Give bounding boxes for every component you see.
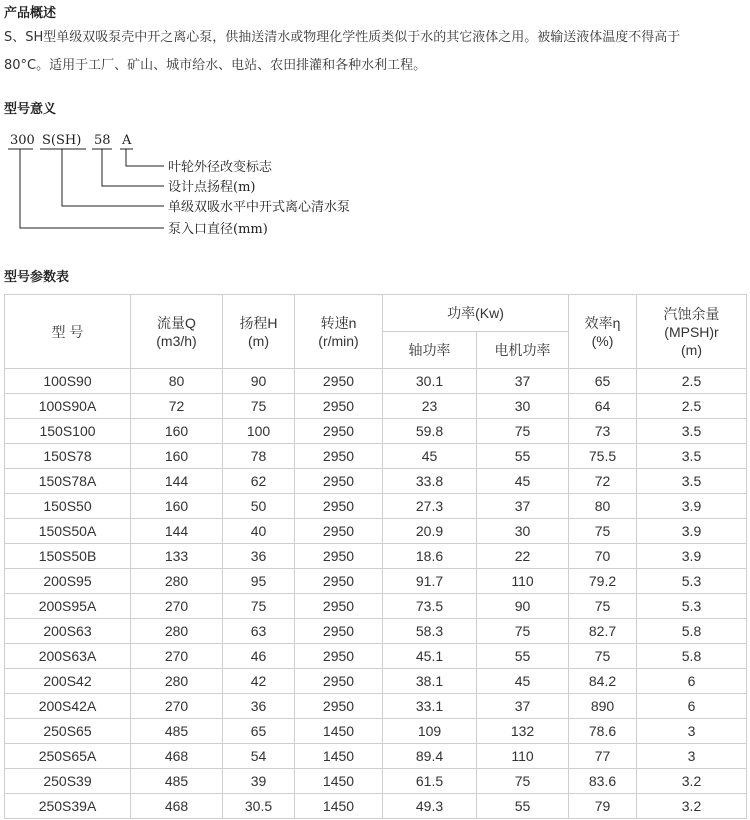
desc-diameter: 泵入口直径(mm): [168, 222, 268, 237]
header-speed: [295, 295, 383, 369]
cell-npsh: 2.5: [637, 394, 747, 419]
cell-flow: 468: [131, 794, 223, 819]
table-row: [5, 469, 747, 494]
cell-speed: 2950: [295, 644, 383, 669]
cell-efficiency: 75: [569, 644, 637, 669]
cell-model: 100S90: [5, 369, 131, 394]
cell-model: 200S42: [5, 669, 131, 694]
cell-flow: 270: [131, 594, 223, 619]
cell-efficiency: 83.6: [569, 769, 637, 794]
cell-speed: 2950: [295, 519, 383, 544]
cell-efficiency: 73: [569, 419, 637, 444]
header-head-label: 扬程H: [239, 314, 278, 331]
table-row: [5, 694, 747, 719]
params-table-body: [5, 369, 747, 819]
cell-flow: 468: [131, 744, 223, 769]
cell-head: 95: [223, 569, 295, 594]
cell-npsh: 5.3: [637, 569, 747, 594]
cell-motor-power: 75: [477, 419, 569, 444]
cell-head: 39: [223, 769, 295, 794]
cell-head: 63: [223, 619, 295, 644]
cell-flow: 280: [131, 669, 223, 694]
cell-head: 36: [223, 694, 295, 719]
overview-heading: 产品概述: [4, 6, 57, 21]
cell-motor-power: 132: [477, 719, 569, 744]
header-npsh: [637, 295, 747, 369]
cell-model: 200S63A: [5, 644, 131, 669]
cell-efficiency: 890: [569, 694, 637, 719]
header-efficiency-unit: (%): [591, 332, 614, 349]
cell-model: 100S90A: [5, 394, 131, 419]
cell-motor-power: 75: [477, 619, 569, 644]
cell-npsh: 3.9: [637, 519, 747, 544]
cell-model: 150S50: [5, 494, 131, 519]
cell-shaft-power: 109: [383, 719, 477, 744]
cell-head: 30.5: [223, 794, 295, 819]
cell-speed: 1450: [295, 744, 383, 769]
cell-efficiency: 75: [569, 594, 637, 619]
cell-model: 200S95: [5, 569, 131, 594]
cell-flow: 72: [131, 394, 223, 419]
cell-motor-power: 55: [477, 794, 569, 819]
leader-impeller: [126, 149, 164, 166]
cell-model: 250S39A: [5, 794, 131, 819]
cell-npsh: 3.2: [637, 769, 747, 794]
cell-motor-power: 55: [477, 444, 569, 469]
cell-efficiency: 72: [569, 469, 637, 494]
table-row: [5, 419, 747, 444]
cell-npsh: 3.9: [637, 494, 747, 519]
cell-head: 40: [223, 519, 295, 544]
cell-flow: 270: [131, 644, 223, 669]
cell-model: 250S65: [5, 719, 131, 744]
desc-impeller: 叶轮外径改变标志: [168, 160, 273, 175]
cell-speed: 2950: [295, 394, 383, 419]
header-efficiency-label: 效率η: [584, 314, 621, 331]
cell-speed: 2950: [295, 544, 383, 569]
header-head-unit: (m): [248, 332, 269, 349]
overview-line-2: 80°C。适用于工厂、矿山、城市给水、电站、农田排灌和各种水利工程。: [4, 58, 427, 73]
code-part-head: 58: [94, 133, 111, 148]
header-motor-power: 电机功率: [477, 332, 569, 369]
cell-head: 50: [223, 494, 295, 519]
cell-npsh: 6: [637, 694, 747, 719]
cell-motor-power: 75: [477, 769, 569, 794]
cell-head: 65: [223, 719, 295, 744]
cell-flow: 80: [131, 369, 223, 394]
cell-npsh: 3.9: [637, 544, 747, 569]
cell-flow: 280: [131, 569, 223, 594]
cell-npsh: 3.5: [637, 419, 747, 444]
code-part-type: S(SH): [42, 133, 82, 148]
overview-line-1: S、SH型单级双吸泵壳中开之离心泵，供抽送清水或物理化学性质类似于水的其它液体之用。被输送液体温度不得高于: [4, 30, 681, 45]
header-shaft-power: 轴功率: [383, 332, 477, 369]
table-row: [5, 369, 747, 394]
cell-shaft-power: 27.3: [383, 494, 477, 519]
cell-npsh: 3.5: [637, 469, 747, 494]
cell-shaft-power: 45.1: [383, 644, 477, 669]
cell-flow: 485: [131, 769, 223, 794]
cell-motor-power: 55: [477, 644, 569, 669]
table-row: [5, 769, 747, 794]
params-table-heading: 型号参数表: [4, 270, 70, 285]
cell-npsh: 2.5: [637, 369, 747, 394]
cell-flow: 160: [131, 444, 223, 469]
table-row: [5, 544, 747, 569]
cell-motor-power: 30: [477, 519, 569, 544]
cell-motor-power: 90: [477, 594, 569, 619]
header-npsh-sub: (MPSH)r: [664, 323, 719, 340]
cell-head: 75: [223, 594, 295, 619]
cell-efficiency: 65: [569, 369, 637, 394]
cell-shaft-power: 91.7: [383, 569, 477, 594]
cell-npsh: 3: [637, 744, 747, 769]
cell-speed: 2950: [295, 469, 383, 494]
cell-model: 150S78A: [5, 469, 131, 494]
cell-head: 54: [223, 744, 295, 769]
cell-motor-power: 45: [477, 669, 569, 694]
table-row: [5, 594, 747, 619]
cell-efficiency: 77: [569, 744, 637, 769]
cell-model: 200S42A: [5, 694, 131, 719]
cell-head: 62: [223, 469, 295, 494]
cell-speed: 2950: [295, 569, 383, 594]
cell-npsh: 6: [637, 669, 747, 694]
cell-shaft-power: 61.5: [383, 769, 477, 794]
cell-model: 150S100: [5, 419, 131, 444]
table-row: [5, 744, 747, 769]
cell-flow: 160: [131, 419, 223, 444]
cell-motor-power: 45: [477, 469, 569, 494]
cell-efficiency: 79.2: [569, 569, 637, 594]
cell-head: 78: [223, 444, 295, 469]
cell-efficiency: 82.7: [569, 619, 637, 644]
header-efficiency: [569, 295, 637, 369]
leader-head: [102, 149, 164, 186]
cell-model: 200S63: [5, 619, 131, 644]
params-table: [4, 294, 747, 819]
cell-motor-power: 30: [477, 394, 569, 419]
cell-npsh: 3: [637, 719, 747, 744]
code-part-diameter: 300: [10, 133, 35, 148]
cell-shaft-power: 89.4: [383, 744, 477, 769]
cell-efficiency: 78.6: [569, 719, 637, 744]
cell-efficiency: 64: [569, 394, 637, 419]
cell-efficiency: 75.5: [569, 444, 637, 469]
cell-shaft-power: 59.8: [383, 419, 477, 444]
cell-npsh: 5.8: [637, 619, 747, 644]
model-meaning-heading: 型号意义: [4, 102, 57, 117]
cell-model: 150S78: [5, 444, 131, 469]
table-row: [5, 669, 747, 694]
cell-npsh: 3.2: [637, 794, 747, 819]
cell-shaft-power: 33.8: [383, 469, 477, 494]
cell-npsh: 3.5: [637, 444, 747, 469]
table-row: [5, 644, 747, 669]
cell-efficiency: 84.2: [569, 669, 637, 694]
cell-motor-power: 37: [477, 369, 569, 394]
cell-shaft-power: 45: [383, 444, 477, 469]
cell-shaft-power: 58.3: [383, 619, 477, 644]
cell-shaft-power: 38.1: [383, 669, 477, 694]
cell-speed: 2950: [295, 594, 383, 619]
table-row: [5, 619, 747, 644]
desc-type: 单级双吸水平中开式离心清水泵: [168, 200, 351, 215]
table-row: [5, 444, 747, 469]
cell-shaft-power: 30.1: [383, 369, 477, 394]
cell-speed: 2950: [295, 619, 383, 644]
cell-model: 250S65A: [5, 744, 131, 769]
cell-speed: 1450: [295, 769, 383, 794]
cell-speed: 2950: [295, 669, 383, 694]
cell-flow: 485: [131, 719, 223, 744]
cell-motor-power: 22: [477, 544, 569, 569]
cell-shaft-power: 49.3: [383, 794, 477, 819]
cell-flow: 144: [131, 469, 223, 494]
header-flow: [131, 295, 223, 369]
cell-efficiency: 75: [569, 519, 637, 544]
cell-model: 150S50A: [5, 519, 131, 544]
cell-model: 200S95A: [5, 594, 131, 619]
cell-flow: 280: [131, 619, 223, 644]
cell-head: 42: [223, 669, 295, 694]
cell-speed: 2950: [295, 494, 383, 519]
cell-head: 46: [223, 644, 295, 669]
cell-speed: 1450: [295, 719, 383, 744]
desc-head: 设计点扬程(m): [168, 180, 256, 195]
cell-head: 75: [223, 394, 295, 419]
model-meaning-diagram: [0, 118, 420, 248]
cell-shaft-power: 20.9: [383, 519, 477, 544]
leader-diameter: [20, 149, 164, 228]
cell-shaft-power: 73.5: [383, 594, 477, 619]
cell-speed: 2950: [295, 444, 383, 469]
cell-head: 100: [223, 419, 295, 444]
cell-shaft-power: 33.1: [383, 694, 477, 719]
cell-efficiency: 79: [569, 794, 637, 819]
table-row: [5, 719, 747, 744]
cell-head: 90: [223, 369, 295, 394]
table-row: [5, 569, 747, 594]
header-flow-label: 流量Q: [157, 314, 196, 331]
cell-flow: 144: [131, 519, 223, 544]
cell-speed: 2950: [295, 369, 383, 394]
header-npsh-unit: (m): [681, 341, 702, 358]
cell-motor-power: 110: [477, 569, 569, 594]
cell-efficiency: 70: [569, 544, 637, 569]
header-flow-unit: (m3/h): [156, 332, 197, 349]
table-row: [5, 519, 747, 544]
cell-speed: 2950: [295, 694, 383, 719]
cell-flow: 133: [131, 544, 223, 569]
code-part-impeller: A: [122, 133, 132, 148]
table-row: [5, 394, 747, 419]
cell-flow: 270: [131, 694, 223, 719]
header-model: 型 号: [5, 295, 131, 369]
table-row: [5, 494, 747, 519]
header-npsh-label: 汽蚀余量: [663, 305, 720, 322]
cell-shaft-power: 23: [383, 394, 477, 419]
header-power: 功率(Kw): [383, 295, 569, 332]
cell-motor-power: 110: [477, 744, 569, 769]
cell-speed: 2950: [295, 419, 383, 444]
cell-head: 36: [223, 544, 295, 569]
header-head: [223, 295, 295, 369]
cell-model: 250S39: [5, 769, 131, 794]
cell-flow: 160: [131, 494, 223, 519]
cell-model: 150S50B: [5, 544, 131, 569]
header-speed-unit: (r/min): [318, 332, 359, 349]
cell-motor-power: 37: [477, 694, 569, 719]
cell-npsh: 5.3: [637, 594, 747, 619]
cell-speed: 1450: [295, 794, 383, 819]
cell-motor-power: 37: [477, 494, 569, 519]
overview-text: [4, 24, 742, 80]
cell-efficiency: 80: [569, 494, 637, 519]
cell-shaft-power: 18.6: [383, 544, 477, 569]
cell-npsh: 5.8: [637, 644, 747, 669]
leader-type: [62, 149, 164, 206]
table-row: [5, 794, 747, 819]
header-speed-label: 转速n: [320, 314, 357, 331]
